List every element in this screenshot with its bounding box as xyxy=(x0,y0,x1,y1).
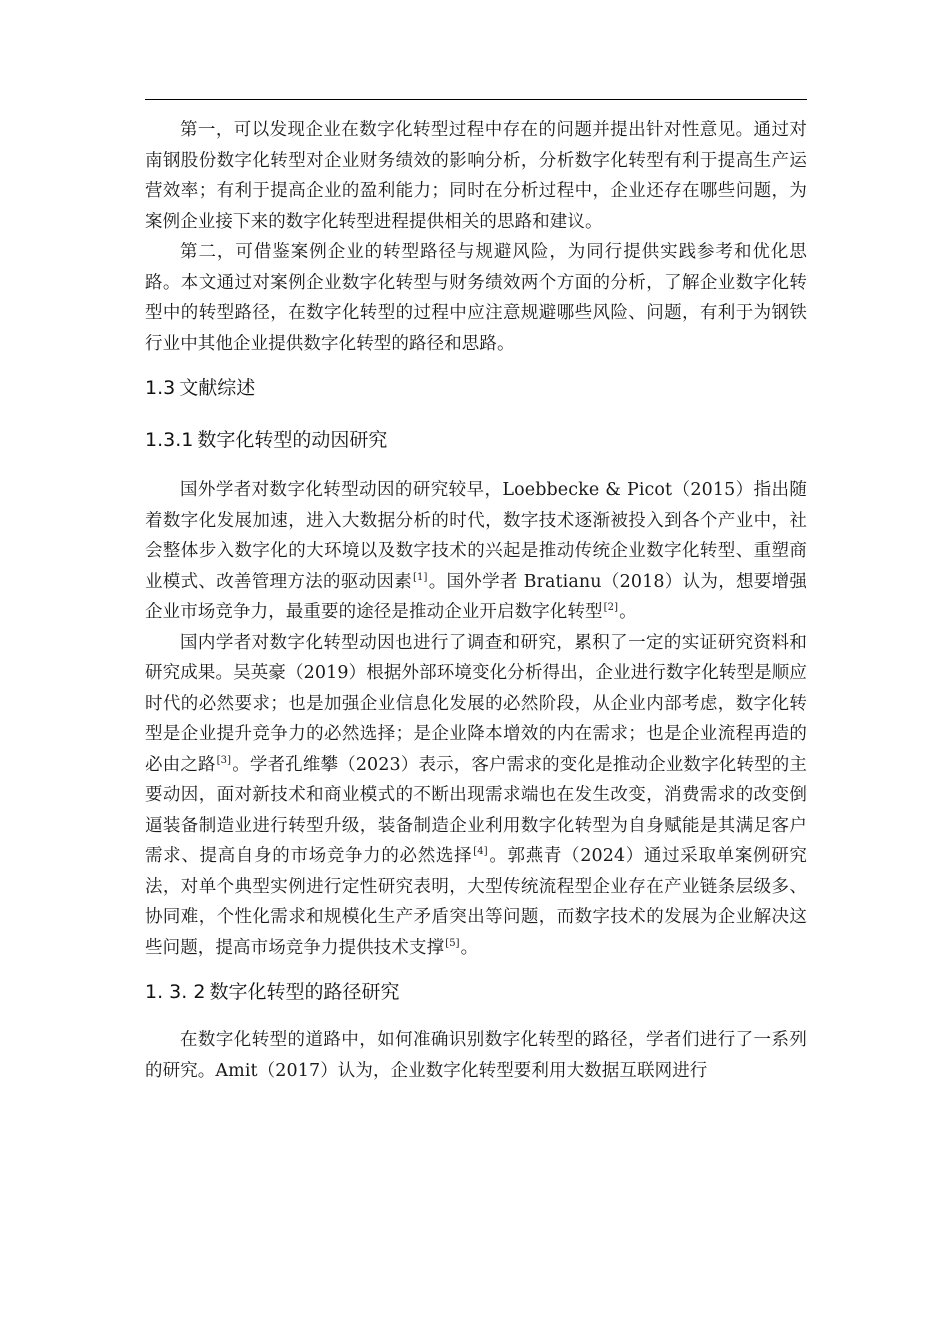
text-run: 。 xyxy=(460,937,479,958)
citation-ref: [2] xyxy=(603,602,619,613)
section-title: 数字化转型的路径研究 xyxy=(209,981,400,1003)
section-heading-1-3-2 xyxy=(145,977,807,1007)
text-run: 。 xyxy=(619,602,637,622)
citation-ref: [4] xyxy=(473,846,488,857)
text-run: 国外学者对数字化转型动因的研究较早，Loebbecke & Picot（2015）指出随着数字化发展加速，进入大数据分析的时代，数字技术逐渐被投入到各个产业中，社会整体步入数字化的大环境以及数字技术的兴起是推动传统企业数字化转型、重塑商业模式、改善管理方法的驱动因素 xyxy=(145,480,807,592)
text-run: 。郭燕青（2024）通过采取单案例研究法，对单个典型实例进行定性研究表明，大型传统流程型企业存在产业链条层级多、协同难，个性化需求和规模化生产矛盾突出等问题，而数字技术的发展为企业解决这些问题，提高市场竞争力提供技术支撑 xyxy=(145,846,807,958)
page-body xyxy=(145,115,807,1086)
section-title: 文献综述 xyxy=(179,377,256,399)
section-title: 数字化转型的动因研究 xyxy=(197,429,388,451)
section-heading-1-3-1 xyxy=(145,425,807,455)
section-number: 1.3 xyxy=(145,377,176,399)
citation-ref: [1] xyxy=(413,571,428,583)
text-run: 国内学者对数字化转型动因也进行了调查和研究，累积了一定的实证研究资料和研究成果。吴英豪（2019）根据外部环境变化分析得出，企业进行数字化转型是顺应时代的必然要求；也是加强企业信息化发展的必然阶段，从企业内部考虑，数字化转型是企业提升竞争力的必然选择；是企业降本增效的内在需求；也是企业流程再造的必由之路 xyxy=(145,632,807,775)
paragraph-significance-1: 第一，可以发现企业在数字化转型过程中存在的问题并提出针对性意见。通过对南钢股份数字化转型对企业财务绩效的影响分析，分析数字化转型有利于提高生产运营效率；有利于提高企业的盈利能力；同时在分析过程中，企业还存在哪些问题，为案例企业接下来的数字化转型进程提供相关的思路和建议。 xyxy=(145,120,807,232)
section-number: 1. 3. 2 xyxy=(145,981,206,1003)
section-number: 1.3.1 xyxy=(145,429,194,451)
section-heading-1-3 xyxy=(145,373,807,403)
header-rule xyxy=(145,99,807,100)
text-run: 。学者孔维攀（2023）表示，客户需求的变化是推动企业数字化转型的主要动因，面对新技术和商业模式的不断出现需求端也在发生改变，消费需求的改变倒逼装备制造业进行转型升级，装备制造企业利用数字化转型为自身赋能是其满足客户需求、提高自身的市场竞争力的必然选择 xyxy=(145,754,807,866)
citation-ref: [5] xyxy=(445,937,460,949)
paragraph-significance-2: 第二，可借鉴案例企业的转型路径与规避风险，为同行提供实践参考和优化思路。本文通过对案例企业数字化转型与财务绩效两个方面的分析，了解企业数字化转型中的转型路径，在数字化转型的过程中应注意规避哪些风险、问题，有利于为钢铁行业中其他企业提供数字化转型的路径和思路。 xyxy=(145,242,807,354)
citation-ref: [3] xyxy=(216,754,232,766)
text-run: 。国外学者 Bratianu（2018）认为，想要增强企业市场竞争力，最重要的途径是推动企业开启数字化转型 xyxy=(145,571,807,622)
paragraph-foreign-research xyxy=(145,475,807,628)
paragraph-domestic-research xyxy=(145,628,807,964)
paragraph-path-research: 在数字化转型的道路中，如何准确识别数字化转型的路径，学者们进行了一系列的研究。Amit（2017）认为，企业数字化转型要利用大数据互联网进行 xyxy=(145,1030,807,1081)
